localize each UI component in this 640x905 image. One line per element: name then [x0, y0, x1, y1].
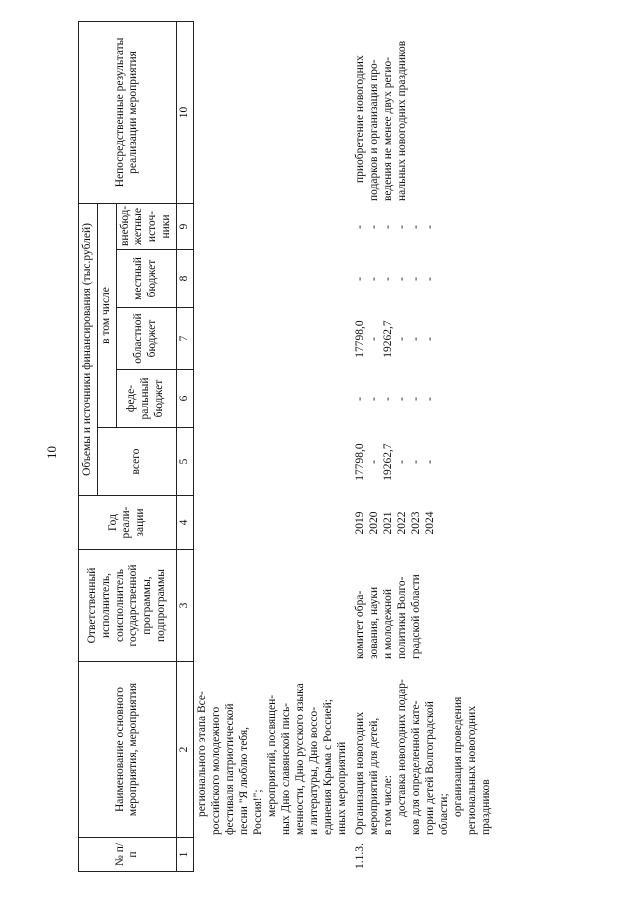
- col-number: 1: [176, 838, 193, 872]
- executor-line: и молодежной: [381, 588, 394, 659]
- name-line: организация проведения: [451, 696, 464, 817]
- regional-value: 19262,7: [381, 320, 394, 358]
- header-federal: феде- ральный бюджет: [116, 370, 176, 428]
- executor-line: политики Волго-: [395, 576, 408, 659]
- year-value: 2024: [423, 511, 436, 535]
- continuation-line: Россия!";: [251, 789, 264, 835]
- header-results: Непосредственные результаты реализации мероприятия: [79, 21, 177, 203]
- name-line: региональных новогодних: [465, 705, 478, 835]
- year-value: 2021: [381, 511, 394, 535]
- regional-value: -: [367, 337, 380, 341]
- row-extra: [352, 204, 496, 250]
- extra-value: -: [381, 225, 394, 229]
- local-value: -: [395, 277, 408, 281]
- col-number: 10: [176, 21, 193, 203]
- row-name: [352, 662, 496, 838]
- federal-value: -: [367, 397, 380, 401]
- executor-line: зования, науки: [367, 586, 380, 659]
- row-local: [352, 250, 496, 308]
- executor-line: градской области: [409, 574, 422, 659]
- result-line: подарков и организация про-: [367, 59, 380, 201]
- continuation-line: регионального этапа Все-: [195, 691, 208, 817]
- extra-value: -: [367, 225, 380, 229]
- row-executor: [352, 550, 496, 662]
- federal-value: -: [395, 397, 408, 401]
- result-line: нальных новогодних праздников: [395, 40, 408, 201]
- local-value: -: [367, 277, 380, 281]
- continuation-line: мероприятий, посвящен-: [265, 694, 278, 817]
- row-num: 1.1.3.: [353, 843, 366, 869]
- total-value: 17798,0: [353, 443, 366, 481]
- header-year: Год реали- зации: [79, 496, 177, 550]
- year-value: 2020: [367, 511, 380, 535]
- column-number-row: [176, 21, 193, 871]
- continuation-line: фестиваля патриотической: [223, 703, 236, 835]
- header-num: № п/п: [79, 838, 177, 872]
- federal-value: -: [409, 397, 422, 401]
- header-funding: Объемы и источники финансирования (тыс.рублей): [79, 203, 98, 495]
- name-line: мероприятий для детей,: [367, 717, 380, 835]
- rotated-table-page: [78, 2, 638, 872]
- federal-value: -: [423, 397, 436, 401]
- executor-line: комитет обра-: [353, 590, 366, 659]
- header-total: всего: [97, 428, 176, 496]
- extra-value: -: [423, 225, 436, 229]
- total-value: 19262,7: [381, 443, 394, 481]
- row-regional: [352, 308, 496, 370]
- continuation-line: менности, Дню русского языка: [293, 683, 306, 835]
- name-line: Организация новогодних: [353, 711, 366, 835]
- continuation-line: иных мероприятий: [335, 741, 348, 835]
- table-row: [352, 22, 496, 872]
- name-line: праздников: [479, 779, 492, 835]
- col-number: 6: [176, 370, 193, 428]
- federal-value: -: [381, 397, 394, 401]
- header-executor: Ответственный исполнитель, соисполнитель государственной программы, подпрограммы: [79, 550, 177, 662]
- year-value: 2023: [409, 511, 422, 535]
- col-number: 2: [176, 662, 193, 838]
- local-value: -: [423, 277, 436, 281]
- col-number: 7: [176, 308, 193, 370]
- name-line: ков для определенной кате-: [409, 700, 422, 835]
- row-total: [352, 428, 496, 496]
- col-number: 4: [176, 496, 193, 550]
- row-years: [352, 496, 496, 550]
- continuation-line: единения Крыма с Россией;: [321, 699, 334, 835]
- header-incl: в том числе: [97, 203, 116, 427]
- local-value: -: [381, 277, 394, 281]
- total-value: -: [395, 460, 408, 464]
- regional-value: -: [423, 337, 436, 341]
- continuation-row: [194, 22, 352, 872]
- budget-table: [78, 21, 194, 872]
- name-line: в том числе:: [381, 775, 394, 835]
- continuation-line: и литературы, Дню воссо-: [307, 706, 320, 835]
- local-value: -: [353, 277, 366, 281]
- header-regional: областной бюджет: [116, 308, 176, 370]
- extra-value: -: [353, 225, 366, 229]
- extra-value: -: [395, 225, 408, 229]
- continuation-text: [194, 662, 352, 838]
- continuation-line: ных Дню славянской пись-: [279, 702, 292, 835]
- regional-value: -: [395, 337, 408, 341]
- page-number: 10: [44, 446, 59, 460]
- year-value: 2022: [395, 511, 408, 535]
- continuation-line: песни "Я люблю тебя,: [237, 726, 250, 835]
- name-line: гории детей Волгоградской: [423, 701, 436, 835]
- extra-value: -: [409, 225, 422, 229]
- total-value: -: [423, 460, 436, 464]
- table-body: [194, 22, 496, 872]
- col-number: 5: [176, 428, 193, 496]
- header-extra: внебюд- жетные источ- ники: [116, 203, 176, 249]
- local-value: -: [409, 277, 422, 281]
- year-value: 2019: [353, 511, 366, 535]
- row-results: [352, 22, 496, 204]
- header-name: Наименование основного мероприятия, мероприятия: [79, 662, 177, 838]
- header-local: местный бюджет: [116, 250, 176, 308]
- col-number: 3: [176, 550, 193, 662]
- result-line: приобретение новогодних: [353, 55, 366, 183]
- regional-value: 17798,0: [353, 320, 366, 358]
- federal-value: -: [353, 397, 366, 401]
- result-line: ведения не менее двух регио-: [381, 56, 394, 201]
- continuation-line: российского молодежного: [209, 706, 222, 835]
- name-line: области;: [437, 793, 450, 835]
- name-line: доставка новогодних подар-: [395, 679, 408, 817]
- regional-value: -: [409, 337, 422, 341]
- total-value: -: [409, 460, 422, 464]
- col-number: 8: [176, 250, 193, 308]
- total-value: -: [367, 460, 380, 464]
- row-federal: [352, 370, 496, 428]
- col-number: 9: [176, 203, 193, 249]
